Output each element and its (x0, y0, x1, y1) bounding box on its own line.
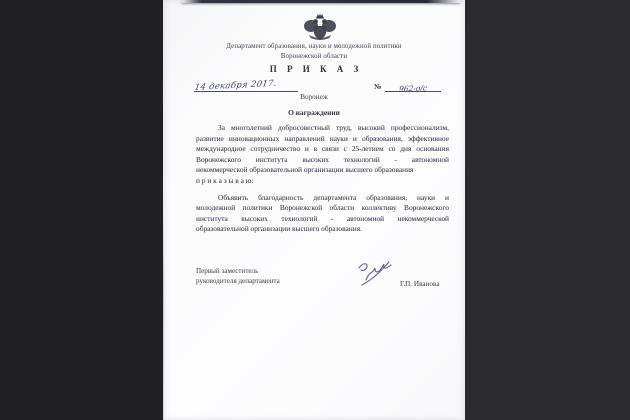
handwritten-number: 962-о/с (398, 83, 428, 94)
date-field (194, 77, 298, 92)
voronezh-coat-of-arms-icon (303, 13, 337, 41)
number-sign-label: № (374, 82, 382, 91)
handwritten-date: 14 декабря 2017. (194, 78, 278, 93)
signatory-title (196, 267, 280, 286)
order-body (196, 123, 449, 235)
paragraph2-line: молодежной политики Воронежской области коллективу Воронежского (196, 203, 449, 213)
document-subject: О награждении (288, 108, 340, 117)
left-black-bar (0, 0, 163, 420)
document-type-title: П Р И К А З (269, 64, 363, 74)
paragraph1-line: некоммерческой образовательной организации высшего образования (196, 165, 414, 175)
city-label: Воронеж (300, 93, 328, 101)
decree-word: п р и к а з ы в а ю: (196, 175, 254, 185)
paragraph1-line: Воронежского института высоких технологий - автономной (196, 154, 449, 164)
signatory-name: Г.П. Иванова (400, 280, 440, 288)
scan-edge-artifact (182, 0, 460, 3)
number-field (385, 78, 441, 92)
paragraph2-line: Объявить благодарность департамента образования, науки и (218, 192, 449, 202)
right-black-bar (465, 0, 630, 420)
paper-edge-line (163, 190, 164, 420)
paragraph1-line: развитие инновационных направлений науки и образования, эффективное (196, 133, 449, 143)
paragraph2-line: института высоких технологий - автономной некоммерческой (196, 213, 449, 223)
signatory-title-line1: Первый заместитель (196, 267, 259, 275)
paragraph1-line: международное сотрудничество и в связи с 25-летием со дня основания (196, 144, 449, 154)
paragraph2-line: образовательной организации высшего образования. (196, 224, 362, 234)
signatory-title-line2: руководителя департамента (196, 276, 280, 285)
handwritten-signature-icon (353, 259, 397, 289)
paragraph1-line: За многолетний добросовестный труд, высокий профессионализм, (218, 123, 449, 132)
org-name-line1: Департамент образования, науки и молодежной политики (226, 43, 402, 50)
document-page (163, 0, 465, 420)
org-name-line2: Воронежской области (280, 53, 348, 60)
